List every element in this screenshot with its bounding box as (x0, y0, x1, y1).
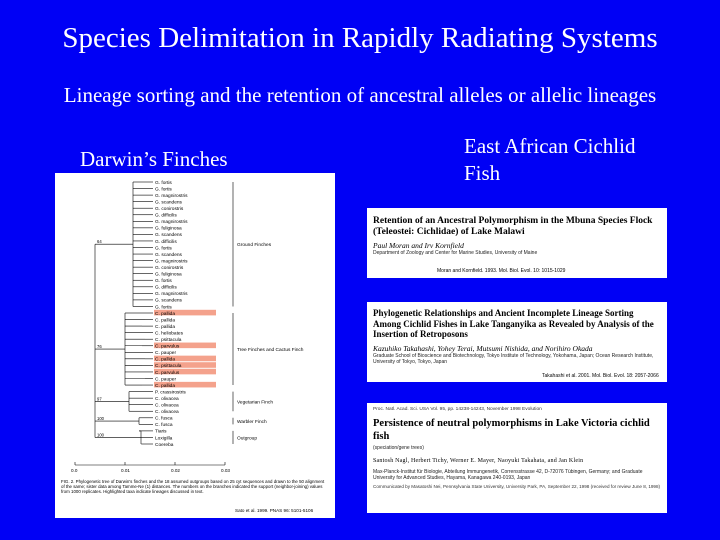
leaf-label: C. parvulus (155, 344, 180, 350)
leaf-label: G. difficilis (155, 239, 177, 245)
paper-affiliation: Graduate School of Bioscience and Biotechnology, Tokyo Institute of Technology, Yokohama, Japan; Ocean Research Institute, University of Tokyo, Tokyo, Japan (373, 352, 654, 365)
paper-affiliation: Max-Planck-Institut für Biologie, Abteilung Immungenetik, Corrensstrasse 42, D-72076 Tübingen, Germany; and Graduate University for Advanced Studies, Hayama, Kanagawa 240-0193, Japan (373, 468, 643, 481)
paper-affiliation: Department of Zoology and Center for Marine Studies, University of Maine (373, 250, 538, 256)
paper-citation: Takahashi et al. 2001. Mol. Biol. Evol. 18: 2057-2066 (542, 373, 659, 379)
leaf-label: G. fortis (155, 180, 172, 186)
paper-citation: Moran and Kornfield. 1993. Mol. Biol. Evol. 10: 1015-1029 (437, 268, 566, 274)
leaf-label: C. psittacula (155, 338, 182, 343)
phylogenetic-tree (55, 173, 335, 518)
figure-citation: Sato et al. 1999. PNAS 96: 5101-5106 (235, 508, 314, 513)
bootstrap-label: 76 (97, 344, 102, 350)
paper-authors: Kazuhiko Takahashi, Yohey Terai, Mutsumi Nishida, and Norihiro Okada (373, 343, 593, 353)
leaf-label: Tiaris (155, 429, 167, 435)
leaf-label: G. fortis (155, 279, 172, 285)
paper-nagl (367, 403, 667, 513)
leaf-label: G. fortis (155, 246, 172, 252)
paper-title: Persistence of neutral polymorphisms in Lake Victoria cichlid fish (373, 417, 650, 442)
leaf-label: G. difficilis (155, 213, 177, 219)
scale-tick-label: 0.01 (121, 468, 130, 473)
leaf-label: G. scandens (155, 252, 182, 258)
leaf-label: G. scandens (155, 200, 182, 206)
cichlid-label: East African Cichlid Fish (464, 134, 636, 185)
bootstrap-label: 100 (97, 432, 104, 438)
group-label: Tree Finches and Cactus Finch (237, 348, 304, 354)
leaf-label: C. psittacula (155, 364, 182, 370)
leaf-label: C. pauper (155, 377, 177, 383)
bootstrap-label: 100 (97, 416, 104, 422)
paper-takahashi (367, 302, 667, 382)
scale-tick-label: 0.03 (221, 468, 230, 473)
paper-title: Phylogenetic Relationships and Ancient Incomplete Lineage Sorting Among Cichlid Fishes in Lake Tanganyika as Revealed by Analysis of the Insertion of Retroposons (373, 308, 654, 339)
leaf-label: C. fusca (155, 423, 173, 429)
leaf-label: Loxigilla (155, 436, 173, 442)
leaf-label: Coereba (155, 442, 174, 448)
leaf-label: G. magnirostris (155, 193, 188, 199)
leaf-label: C. pallida (155, 357, 175, 363)
leaf-label: C. pallida (155, 318, 175, 324)
leaf-label: C. pallida (155, 383, 175, 389)
leaf-label: G. magnirostris (155, 259, 188, 265)
scale-tick-label: 0.0 (71, 468, 78, 473)
scale-tick-label: 0.02 (171, 468, 180, 473)
leaf-label: C. heliobates (155, 331, 183, 337)
leaf-label: C. pauper (155, 351, 177, 357)
group-label: Ground Finches (237, 243, 272, 249)
leaf-label: C. olivacea (155, 396, 179, 402)
leaf-label: C. pallida (155, 324, 175, 330)
leaf-label: G. fuliginosa (155, 272, 182, 278)
group-label: Outgroup (237, 436, 258, 442)
leaf-label: G. conirostris (155, 265, 184, 271)
leaf-label: G. fortis (155, 187, 172, 193)
leaf-label: C. parvulus (155, 370, 180, 376)
leaf-label: G. difficilis (155, 285, 177, 291)
bootstrap-label: 97 (97, 396, 102, 402)
paper-title: Retention of an Ancestral Polymorphism in the Mbuna Species Flock (Teleostei: Cichlidae) of Lake Malawi (373, 216, 653, 237)
leaf-label: G. magnirostris (155, 220, 188, 226)
leaf-label: C. pallida (155, 311, 175, 317)
group-label: Warbler Finch (237, 420, 267, 426)
leaf-label: G. magnirostris (155, 292, 188, 298)
finch-phylogeny-figure (55, 173, 335, 518)
leaf-label: C. olivacea (155, 403, 179, 409)
leaf-label: G. conirostris (155, 207, 184, 212)
paper-communication: Communicated by Masatoshi Nei, Pennsylvania State University, University Park, PA, September 22, 1998 (received for review June 8, 1998) (373, 483, 661, 489)
leaf-label: G. fuliginosa (155, 226, 182, 232)
leaf-label: G. fortis (155, 305, 172, 311)
paper-authors: Santosh Nagl, Herbert Tichy, Werner E. Mayer, Naoyuki Takahata, and Jan Klein (373, 457, 584, 464)
paper-moran-kornfield (367, 208, 667, 278)
figure-caption: FIG. 2. Phylogenetic tree of Darwin's finches and the 18 assumed outgroups based on 25 cyt sequences and drawn to the 50 alignment of the same; sister data among Tamme-Ne (1) distances. The numbers on the branches indicated the support (neighbor-joining) values from 1000 replicates. Highlighted taxa indicate lineages discussed in text. (61, 479, 325, 495)
leaf-label: C. fusca (155, 416, 173, 422)
paper-subject: (speciation/gene trees) (373, 444, 424, 451)
leaf-label: G. scandens (155, 233, 182, 239)
slide-title: Species Delimitation in Rapidly Radiating Systems (62, 22, 658, 54)
group-label: Vegetarian Finch (237, 400, 273, 406)
leaf-label: G. scandens (155, 298, 182, 304)
slide-subtitle: Lineage sorting and the retention of ancestral alleles or allelic lineages (63, 83, 657, 107)
finches-label: Darwin’s Finches (80, 147, 228, 171)
paper-journal: Proc. Natl. Acad. Sci. USA Vol. 95, pp. 14238-14243, November 1998 Evolution (373, 407, 542, 412)
leaf-label: C. olivacea (155, 410, 179, 416)
bootstrap-label: 64 (97, 239, 102, 245)
leaf-label: P. crassirostris (155, 390, 186, 396)
paper-authors: Paul Moran and Irv Kornfield (373, 241, 464, 250)
